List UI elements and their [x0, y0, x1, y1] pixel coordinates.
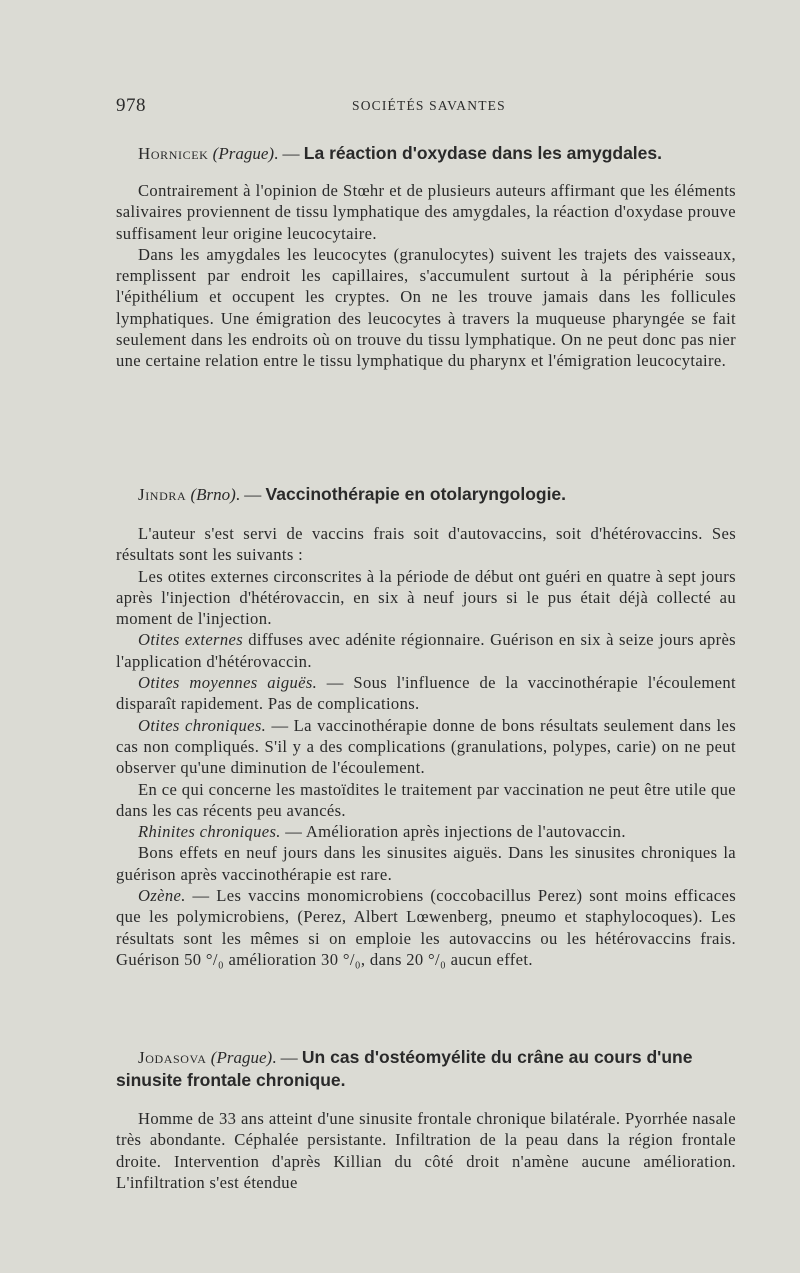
- section-heading: [116, 483, 736, 506]
- author-name: Jodasova: [138, 1048, 207, 1067]
- paragraph-lead: Otites externes: [138, 630, 244, 650]
- paragraph: Les otites externes circonscrites à la période de début ont guéri en quatre à sept jours après l'injection d'hétérovaccin, en six à neuf jours si le pus était déjà collecté au moment de l'injection.: [116, 566, 736, 629]
- author-name: Jindra: [138, 485, 187, 504]
- running-header: [116, 95, 736, 119]
- page-number: 978: [116, 95, 146, 116]
- author-place: (Prague): [210, 1048, 273, 1067]
- paragraph: [116, 821, 736, 842]
- section-title: Un cas d'ostéomyélite du crâne au cours d'une sinusite frontale chronique.: [116, 1047, 693, 1090]
- paragraph: [116, 629, 736, 672]
- paragraph-lead: Otites moyennes aiguës.: [138, 673, 318, 693]
- paragraph-text: — Amélioration après injections de l'autovaccin.: [280, 822, 626, 842]
- running-title: SOCIÉTÉS SAVANTES: [352, 98, 506, 113]
- paragraph: [116, 672, 736, 715]
- section-jindra: [116, 483, 736, 970]
- paragraph-lead: Rhinites chroniques.: [138, 822, 281, 842]
- section-title: Vaccinothérapie en otolaryngologie.: [265, 484, 567, 504]
- author-place: (Brno): [190, 485, 236, 504]
- section-heading: [116, 1046, 736, 1092]
- paragraph-text: — La vaccinothérapie donne de bons résultats seulement dans les cas non compliqués. S'il y a des complications (granulations, polypes, carie) on ne peut observer qu'une diminution de l'écoulement.: [116, 715, 737, 778]
- paragraph-text: diffuses avec adénite régionnaire. Guérison en six à seize jours après l'application d'hétérovaccin.: [116, 630, 736, 671]
- author-name: Hornicek: [138, 144, 209, 163]
- section-title: La réaction d'oxydase dans les amygdales.: [303, 143, 662, 163]
- heading-dash: . —: [272, 1048, 302, 1067]
- paragraph: [116, 715, 736, 779]
- paragraph-text: — Les vaccins monomicrobiens (coccobacillus Perez) sont moins efficaces que les polymicrobiens, (Perez, Albert Lœwenberg, pneumo et staphylocoques). Les résultats sont les mêmes si on emploie les autovaccins ou les hétérovaccins frais. Guérison 50 °/₀ amélioration 30 °/₀, dans 20 °/₀ aucun effet.: [116, 886, 736, 969]
- paragraph: Dans les amygdales les leucocytes (granulocytes) suivent les trajets des vaisseaux, remplissent par endroit les capillaires, s'accumulent surtout à la périphérie sous l'épithélium et occupent les cryptes. On ne les trouve jamais dans les follicules lymphatiques. Une émigration des leucocytes à travers la muqueuse pharyngée se fait seulement dans les endroits où on trouve du tissu lymphatique. On ne peut donc pas nier une certaine relation entre le tissu lymphatique du pharynx et l'émigration leucocytaire.: [116, 244, 736, 371]
- paragraph: L'auteur s'est servi de vaccins frais soit d'autovaccins, soit d'hétérovaccins. Ses résultats sont les suivants :: [116, 524, 736, 565]
- paragraph-text: — Sous l'influence de la vaccinothérapie l'écoulement disparaît rapidement. Pas de complications.: [116, 673, 736, 714]
- section-heading: [116, 142, 736, 165]
- section-jodasova: [116, 1046, 736, 1193]
- paragraph: Contrairement à l'opinion de Stœhr et de plusieurs auteurs affirmant que les éléments salivaires proviennent de tissu lymphatique des amygdales, la réaction d'oxydase prouve suffisament leur origine leucocytaire.: [116, 181, 736, 243]
- author-place: (Prague): [212, 144, 275, 163]
- paragraph-lead: Ozène.: [138, 886, 186, 906]
- paragraph: Homme de 33 ans atteint d'une sinusite frontale chronique bilatérale. Pyorrhée nasale très abondante. Céphalée persistante. Infiltration de la peau dans la région frontale droite. Intervention d'après Killian du côté droit n'amène aucune amélioration. L'infiltration s'est étendue: [116, 1109, 736, 1192]
- paragraph: En ce qui concerne les mastoïdites le traitement par vaccination ne peut être utile que dans les cas récents peu avancés.: [116, 779, 736, 820]
- heading-dash: . —: [274, 144, 304, 163]
- paragraph: Bons effets en neuf jours dans les sinusites aiguës. Dans les sinusites chroniques la guérison après vaccinothérapie est rare.: [116, 843, 736, 884]
- heading-dash: . —: [235, 485, 266, 504]
- paragraph-lead: Otites chroniques.: [138, 715, 267, 735]
- paragraph: [116, 885, 736, 970]
- section-hornicek: [116, 142, 736, 372]
